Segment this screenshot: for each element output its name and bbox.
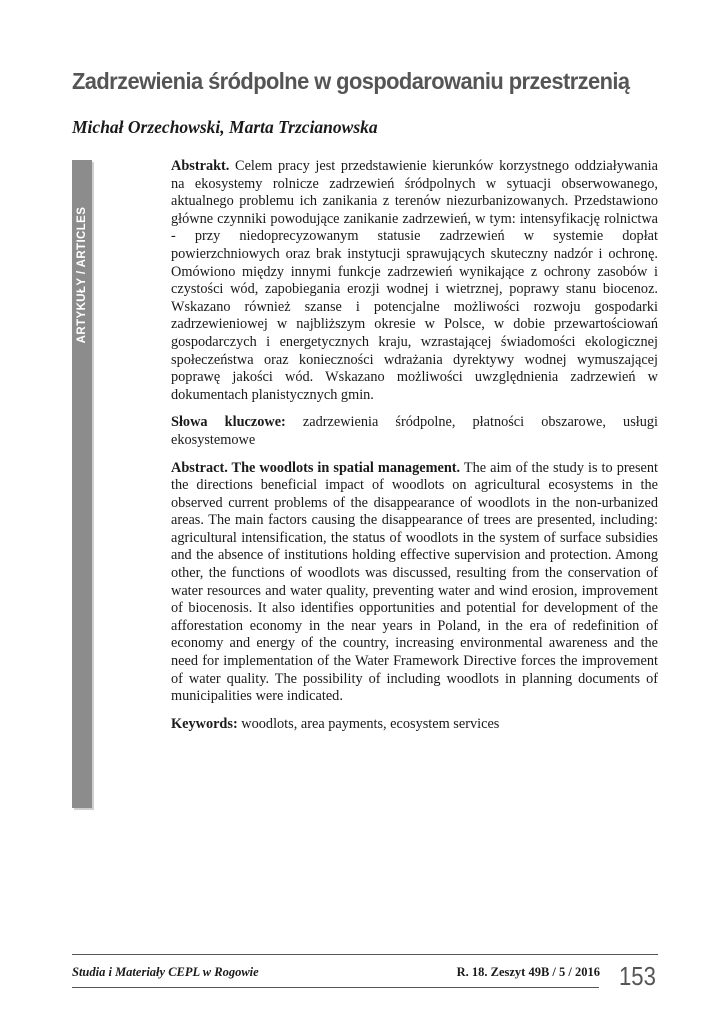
abstract-en xyxy=(171,460,658,706)
keywords-en-text: woodlots, area payments, ecosystem services xyxy=(237,715,500,732)
keywords-en xyxy=(171,716,658,734)
abstract-pl-text: Celem pracy jest przedstawienie kierunków korzystnego oddziaływania na ekosystemy rolnicze zadrzewień śródpolnych w sytuacji obserwowanego, aktualnego problemu ich zanikania z terenów niezurbanizowanych. Przedstawiono główne czynniki powodujące zanikanie zadrzewień, w tym: intensyfikację rolnictwa - przy niedoprecyzowanym statusie zadrzewień w systemie dopłat powierzchniowych oraz brak instytucji sprawujących skuteczny nadzór i ochronę. Omówiono między innymi funkcje zadrzewień wynikające z ochrony zasobów i czystości wód, zapobiegania erozji wodnej i wietrznej, poprawy stanu biocenoz. Wskazano również szanse i potencjalne możliwości rozwoju gospodarki zadrzewieniowej w najbliższym okresie w Polsce, w dobie przewartościowań gospodarczych i energetycznych kraju, wzrastającej świadomości ekologicznej społeczeństwa oraz konieczności wdrażania dyrektywy wodnej wymuszającej poprawę jakości wód. Wskazano możliwości uwzględnienia zadrzewień w dokumentach planistycznych gmin. xyxy=(171,158,658,403)
footer-bottom-divider xyxy=(72,987,599,988)
abstract-pl xyxy=(171,158,658,404)
section-side-bar xyxy=(72,160,92,808)
article-authors: Michał Orzechowski, Marta Trzcianowska xyxy=(72,117,378,137)
footer-divider xyxy=(72,954,658,955)
keywords-pl-text: zadrzewienia śródpolne, płatności obszarowe, usługi ekosystemowe xyxy=(171,414,659,448)
footer-issue: R. 18. Zeszyt 49B / 5 / 2016 xyxy=(456,965,600,979)
page-number: 153 xyxy=(619,961,656,991)
article-title: Zadrzewienia śródpolne w gospodarowaniu przestrzenią xyxy=(72,68,630,94)
keywords-pl xyxy=(171,414,658,449)
article-body xyxy=(171,158,658,743)
abstract-en-label: Abstract. The woodlots in spatial management. xyxy=(171,459,461,476)
keywords-en-label: Keywords: xyxy=(171,715,238,732)
keywords-pl-label: Słowa kluczowe: xyxy=(171,414,286,431)
abstract-pl-label: Abstrakt. xyxy=(171,158,230,174)
abstract-en-text: The aim of the study is to present the directions beneficial impact of woodlots on agricultural ecosystems in the observed current problems of the disappearance of woodlots in the non-urbanized areas. The main factors causing the disappearance of trees are presented, including: agricultural intensification, the status of woodlots in the system of surface subsidies and the absence of institutions holding effective supervision and protection. Among other, the functions of woodlots was discussed, resulting from the conservation of water resources and water quality, preventing water and wind erosion, improvement of biocenosis. It also identifies opportunities and potential for development of the afforestation economy in the near years in Poland, in the era of redefinition of economy and energy of the country, increasing environmental awareness and the need for implementation of the Water Framework Directive forces the improvement of water quality. The possibility of including woodlots in planning documents of municipalities were indicated. xyxy=(171,459,658,705)
footer-journal-name: Studia i Materiały CEPL w Rogowie xyxy=(72,965,259,979)
section-side-label: ARTYKUŁY / ARTICLES xyxy=(76,206,88,344)
